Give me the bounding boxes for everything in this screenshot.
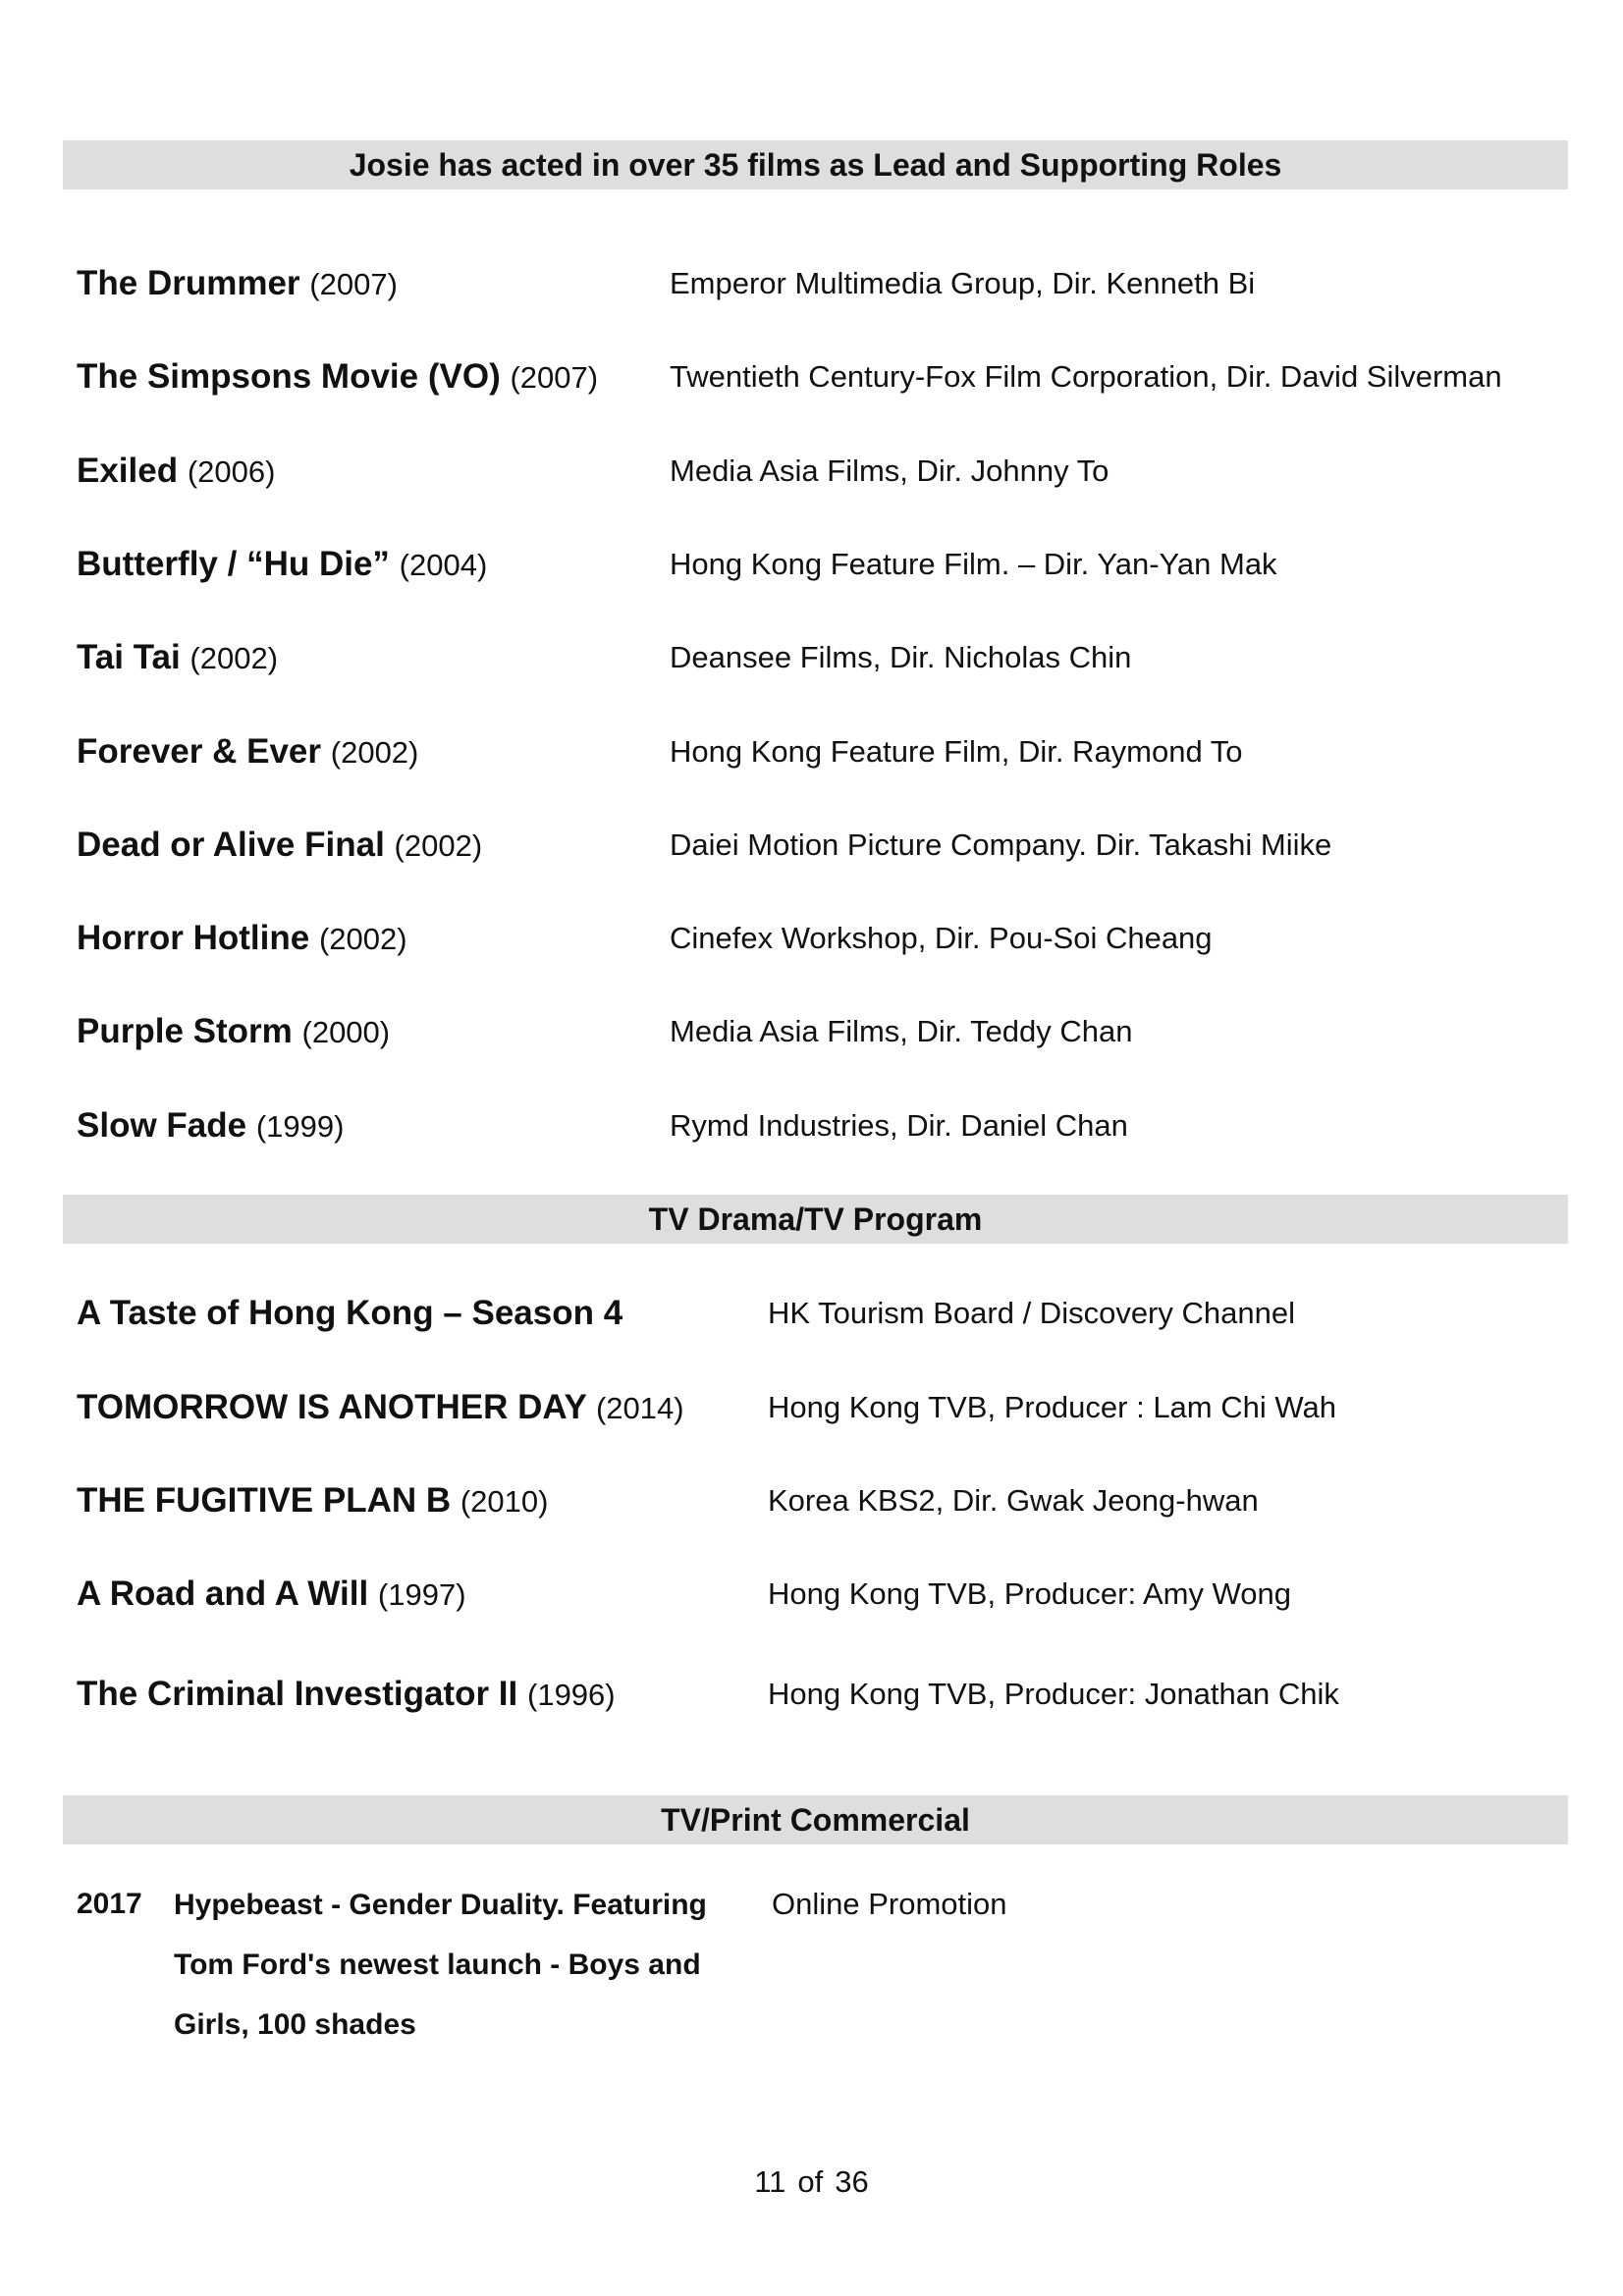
tv-section-header: TV Drama/TV Program xyxy=(63,1195,1568,1244)
film-year: (2002) xyxy=(318,922,407,956)
page-of: of xyxy=(797,2164,824,2199)
commercial-credit: Online Promotion xyxy=(772,1887,1007,1921)
film-row xyxy=(77,535,1549,594)
film-title-text: Purple Storm xyxy=(77,1012,293,1050)
tv-year: (1997) xyxy=(377,1577,466,1612)
page-current: 11 xyxy=(754,2164,786,2199)
film-title xyxy=(77,1002,390,1062)
film-title xyxy=(77,628,278,688)
film-title xyxy=(77,254,398,314)
film-row xyxy=(77,1002,1549,1061)
tv-row xyxy=(77,1565,1549,1624)
films-section-header: Josie has acted in over 35 films as Lead and Supporting Roles xyxy=(63,140,1568,189)
tv-title xyxy=(77,1471,548,1531)
film-title xyxy=(77,442,275,502)
film-credit: Deansee Films, Dir. Nicholas Chin xyxy=(670,640,1132,674)
film-row xyxy=(77,628,1549,687)
film-title-text: Dead or Alive Final xyxy=(77,826,385,864)
film-credit: Twentieth Century-Fox Film Corporation, Dir. David Silverman xyxy=(670,359,1502,394)
film-year: (2002) xyxy=(330,735,419,770)
tv-row xyxy=(77,1284,1549,1343)
tv-credit: HK Tourism Board / Discovery Channel xyxy=(768,1296,1295,1330)
film-title-text: Butterfly / “Hu Die” xyxy=(77,545,390,583)
tv-year: (2014) xyxy=(595,1391,684,1425)
film-title xyxy=(77,1096,344,1156)
tv-title-text: THE FUGITIVE PLAN B xyxy=(77,1481,452,1520)
page-number xyxy=(0,2158,1623,2207)
film-title xyxy=(77,535,487,595)
film-title-text: Forever & Ever xyxy=(77,732,322,771)
film-row xyxy=(77,347,1549,406)
film-year: (2007) xyxy=(309,267,398,301)
tv-title xyxy=(77,1284,622,1344)
film-year: (2002) xyxy=(394,828,483,863)
film-year: (2000) xyxy=(301,1015,391,1049)
commercial-title xyxy=(174,1875,724,2055)
film-credit: Hong Kong Feature Film, Dir. Raymond To xyxy=(670,734,1243,769)
film-row xyxy=(77,909,1549,968)
film-title-text: The Simpsons Movie (VO) xyxy=(77,357,501,396)
tv-title-text: A Road and A Will xyxy=(77,1575,369,1613)
tv-credit: Korea KBS2, Dir. Gwak Jeong-hwan xyxy=(768,1483,1259,1518)
film-row xyxy=(77,1096,1549,1155)
film-title-text: Tai Tai xyxy=(77,638,181,676)
commercial-year: 2017 xyxy=(77,1888,142,1920)
tv-year: (1996) xyxy=(527,1678,616,1712)
film-title-text: Horror Hotline xyxy=(77,919,310,957)
film-credit: Rymd Industries, Dir. Daniel Chan xyxy=(670,1108,1128,1143)
film-title xyxy=(77,816,482,876)
commercial-section-header: TV/Print Commercial xyxy=(63,1795,1568,1844)
commercial-title-line: Tom Ford's newest launch - Boys and xyxy=(174,1949,701,1981)
tv-title-text: A Taste of Hong Kong – Season 4 xyxy=(77,1294,623,1332)
film-row xyxy=(77,816,1549,875)
tv-credit: Hong Kong TVB, Producer: Amy Wong xyxy=(768,1576,1292,1611)
film-title xyxy=(77,347,598,407)
film-title xyxy=(77,722,418,782)
tv-title xyxy=(77,1665,616,1725)
film-title-text: Exiled xyxy=(77,452,179,490)
film-title xyxy=(77,909,407,969)
tv-credit: Hong Kong TVB, Producer: Jonathan Chik xyxy=(768,1677,1339,1711)
tv-row xyxy=(77,1471,1549,1530)
film-title-text: Slow Fade xyxy=(77,1106,247,1145)
page-total: 36 xyxy=(835,2164,869,2199)
tv-credit: Hong Kong TVB, Producer : Lam Chi Wah xyxy=(768,1390,1336,1424)
film-credit: Daiei Motion Picture Company. Dir. Takashi Miike xyxy=(670,828,1332,862)
commercial-title-line: Girls, 100 shades xyxy=(174,2008,416,2041)
tv-row xyxy=(77,1665,1549,1724)
film-credit: Emperor Multimedia Group, Dir. Kenneth Bi xyxy=(670,266,1256,300)
tv-title xyxy=(77,1378,684,1438)
film-year: (2004) xyxy=(399,548,488,582)
film-credit: Cinefex Workshop, Dir. Pou-Soi Cheang xyxy=(670,921,1213,955)
tv-title xyxy=(77,1565,466,1625)
film-row xyxy=(77,442,1549,501)
tv-title-text: The Criminal Investigator II xyxy=(77,1675,518,1713)
tv-row xyxy=(77,1378,1549,1437)
film-credit: Media Asia Films, Dir. Teddy Chan xyxy=(670,1014,1133,1048)
tv-year: (2010) xyxy=(460,1484,549,1519)
film-credit: Hong Kong Feature Film. – Dir. Yan-Yan Mak xyxy=(670,547,1277,581)
film-credit: Media Asia Films, Dir. Johnny To xyxy=(670,454,1109,488)
tv-title-text: TOMORROW IS ANOTHER DAY xyxy=(77,1388,587,1426)
film-year: (1999) xyxy=(255,1109,345,1144)
film-year: (2002) xyxy=(189,641,279,675)
film-title-text: The Drummer xyxy=(77,264,300,302)
film-year: (2007) xyxy=(510,360,599,395)
commercial-title-line: Hypebeast - Gender Duality. Featuring xyxy=(174,1889,707,1921)
film-year: (2006) xyxy=(187,454,276,489)
film-row xyxy=(77,254,1549,313)
film-row xyxy=(77,722,1549,781)
